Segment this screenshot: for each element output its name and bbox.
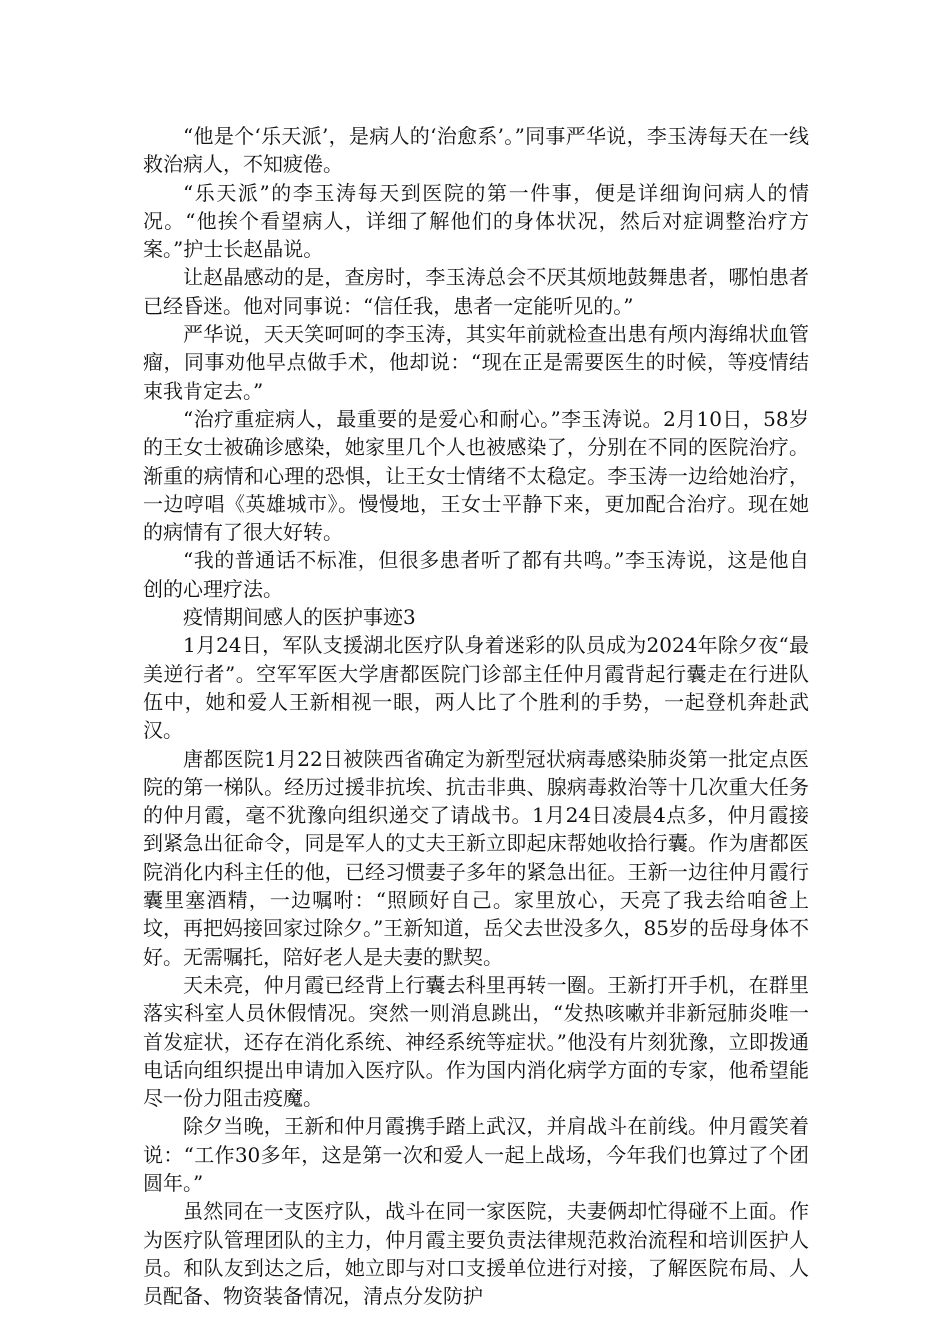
section-heading: 疫情期间感人的医护事迹3 (183, 605, 416, 630)
paragraph-6: “我的普通话不标准，但很多患者听了都有共鸣。”李玉涛说，这是他自创的心理疗法。 (143, 548, 809, 601)
paragraph-8: 唐都医院1月22日被陕西省确定为新型冠状病毒感染肺炎第一批定点医院的第一梯队。经历过援非抗埃、抗击非典、腺病毒救治等十几次重大任务的仲月霞，毫不犹豫向组织递交了请战书。1月24日凌晨4点多，仲月霞接到紧急出征命令，同是军人的丈夫王新立即起床帮她收拾行囊。作为唐都医院消化内科主任的他，已经习惯妻子多年的紧急出征。王新一边往仲月霞行囊里塞酒精，一边嘱咐：“照顾好自己。家里放心，天亮了我去给咱爸上坟，再把妈接回家过除夕。”王新知道，岳父去世没多久，85岁的岳母身体不好。无需嘱托，陪好老人是夫妻的默契。 (143, 746, 809, 969)
document-body (143, 122, 809, 1310)
paragraph-10: 除夕当晚，王新和仲月霞携手踏上武汉，并肩战斗在前线。仲月霞笑着说：“工作30多年，这是第一次和爱人一起上战场，今年我们也算过了个团圆年。” (143, 1114, 809, 1195)
paragraph-4: 严华说，天天笑呵呵的李玉涛，其实年前就检查出患有颅内海绵状血管瘤，同事劝他早点做手术，他却说：“现在正是需要医生的时候，等疫情结束我肯定去。” (143, 322, 809, 403)
paragraph-3: 让赵晶感动的是，查房时，李玉涛总会不厌其烦地鼓舞患者，哪怕患者已经昏迷。他对同事说：“信任我，患者一定能听见的。” (143, 265, 809, 318)
paragraph-5: “治疗重症病人，最重要的是爱心和耐心。”李玉涛说。2月10日，58岁的王女士被确诊感染，她家里几个人也被感染了，分别在不同的医院治疗。渐重的病情和心理的恐惧，让王女士情绪不太稳定。李玉涛一边给她治疗，一边哼唱《英雄城市》。慢慢地，王女士平静下来，更加配合治疗。现在她的病情有了很大好转。 (143, 406, 809, 545)
paragraph-11: 虽然同在一支医疗队，战斗在同一家医院，夫妻俩却忙得碰不上面。作为医疗队管理团队的主力，仲月霞主要负责法律规范救治流程和培训医护人员。和队友到达之后，她立即与对口支援单位进行对接，了解医院布局、人员配备、物资装备情况，清点分发防护 (143, 1199, 809, 1309)
paragraph-9: 天未亮，仲月霞已经背上行囊去科里再转一圈。王新打开手机，在群里落实科室人员休假情况。突然一则消息跳出，“发热咳嗽并非新冠肺炎唯一首发症状，还存在消化系统、神经系统等症状。”他没有片刻犹豫，立即拨通电话向组织提出申请加入医疗队。作为国内消化病学方面的专家，他希望能尽一份力阻击疫魔。 (143, 972, 809, 1111)
paragraph-2: “乐天派”的李玉涛每天到医院的第一件事，便是详细询问病人的情况。“他挨个看望病人，详细了解他们的身体状况，然后对症调整治疗方案。”护士长赵晶说。 (143, 180, 809, 262)
paragraph-1: “他是个‘乐天派’，是病人的‘治愈系’。”同事严华说，李玉涛每天在一线救治病人，不知疲倦。 (143, 124, 809, 177)
paragraph-7: 1月24日，军队支援湖北医疗队身着迷彩的队员成为2024年除夕夜“最美逆行者”。空军军医大学唐都医院门诊部主任仲月霞背起行囊走在行进队伍中，她和爱人王新相视一眼，两人比了个胜利的手势，一起登机奔赴武汉。 (143, 633, 809, 743)
